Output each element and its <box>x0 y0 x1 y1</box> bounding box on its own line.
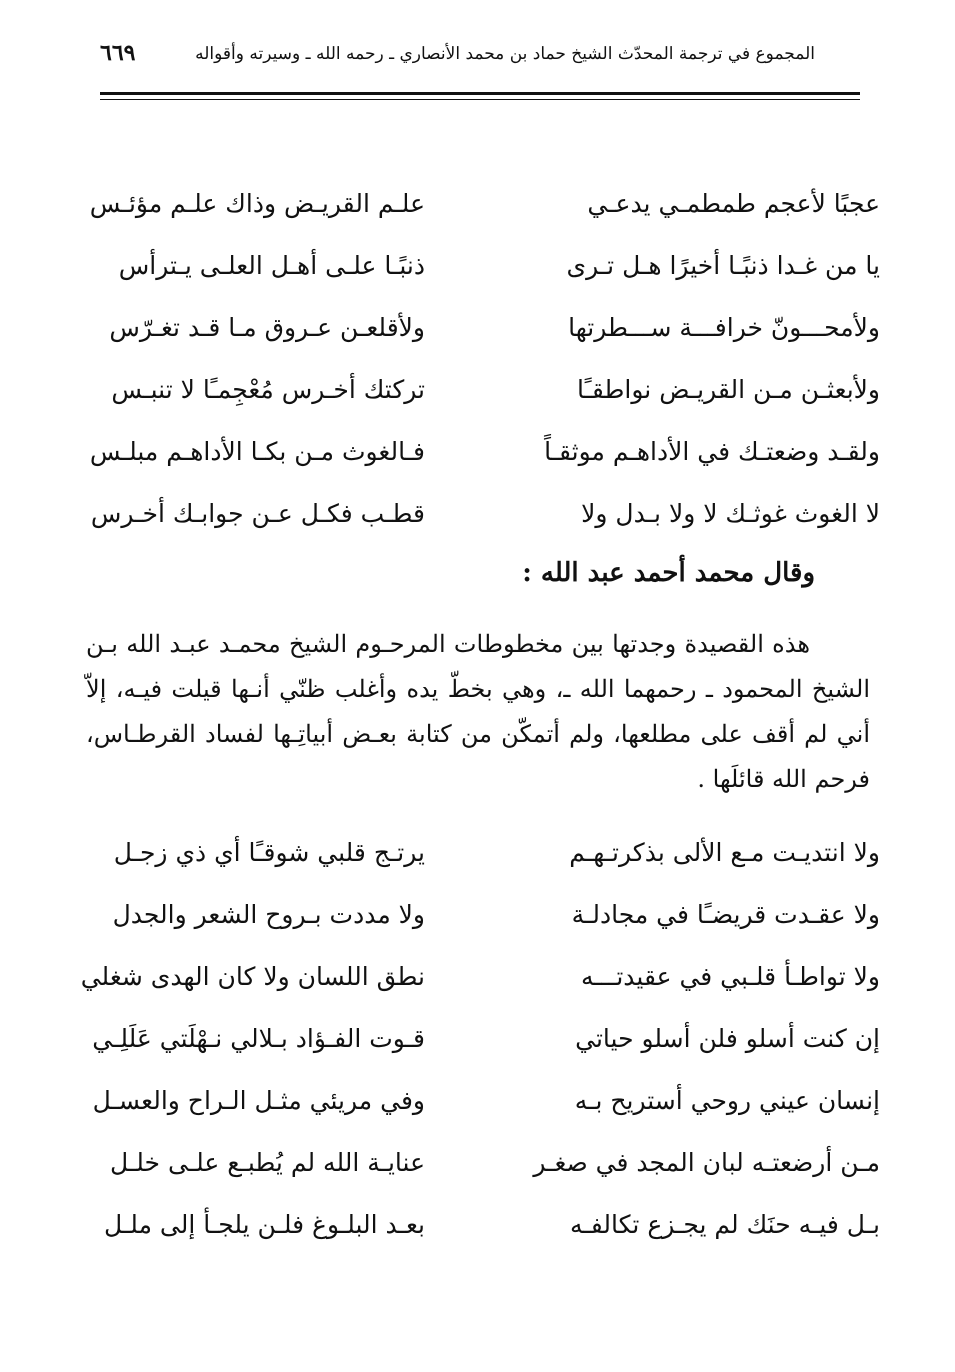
verse-first-hemistich: ولأبعثـن مـن القريـض نواطقـًا <box>576 375 880 404</box>
verse-second-hemistich: علـم القريـض وذاك علـم مؤئـس <box>89 189 425 218</box>
verse-second-hemistich: عنايـة الله لم يُطبـع علـى خلـل <box>110 1148 425 1177</box>
verse-first-hemistich: إنسان عيني روحي أستريح بـه <box>574 1086 880 1115</box>
prose-line: الشيخ المحمود ـ رحمهما الله ـ، وهي بخطّ يده وأغلب ظنّي أنـها قيلت فيـه، إلاّ <box>86 675 870 703</box>
verse-second-hemistich: ذنبًـا علـى أهـل العلـى يـترأس <box>118 251 425 280</box>
verse-row <box>80 307 880 369</box>
poem-second <box>80 832 880 1266</box>
prose-line: هذه القصيدة وجدتها بين مخطوطات المرحـوم الشيخ محمـد عبـد الله بـن <box>86 630 810 658</box>
verse-second-hemistich: قـوت الفـؤاد بـلالي نـهْلَتي عَلَلِـي <box>92 1024 425 1053</box>
verse-row <box>80 493 880 555</box>
verse-first-hemistich: مـن أرضعتـه لبان المجد في صغـر <box>533 1148 880 1177</box>
running-header-title: المجموع في ترجمة المحدّث الشيخ حماد بن محمد الأنصاري ـ رحمه الله ـ وسيرته وأقواله <box>195 44 815 64</box>
verse-row <box>80 1080 880 1142</box>
verse-second-hemistich: يرتـج قلبي شوقـًا أي ذي زجـل <box>113 838 425 867</box>
verse-row <box>80 832 880 894</box>
verse-first-hemistich: بـل فيـه حنَك لم يجـزع تكالفـه <box>570 1210 880 1239</box>
verse-row <box>80 183 880 245</box>
verse-row <box>80 956 880 1018</box>
verse-first-hemistich: يا من غـدا ذنبًـا أخيرًا هـل تـرى <box>566 251 880 280</box>
attribution-heading: وقال محمد أحمد عبد الله : <box>522 558 815 588</box>
verse-first-hemistich: ولأمحـــونّ خرافـــة ســـطرتها <box>568 313 880 342</box>
verse-first-hemistich: ولقـد وضعتـك في الأداهـم موثقـاً <box>544 437 880 466</box>
verse-first-hemistich: لا الغوث غوثـك لا ولا بـدل ولا <box>581 499 880 528</box>
verse-first-hemistich: عجبًا لأعجم طمطمـي يدعـي <box>587 189 880 218</box>
verse-row <box>80 894 880 956</box>
verse-second-hemistich: نطق اللسان ولا كان الهدى شغلي <box>80 962 425 991</box>
verse-second-hemistich: ولأقلعـن عـروق مـا قـد تغـرّس <box>109 313 425 342</box>
running-header <box>100 38 815 78</box>
prose-line: فرحم الله قائلَها . <box>697 765 870 793</box>
poem-first <box>80 183 880 555</box>
verse-second-hemistich: ولا مددت بـروح الشعر والجدل <box>112 900 425 929</box>
verse-first-hemistich: ولا عقـدت قريضـًا في مجادلـة <box>571 900 880 929</box>
verse-row <box>80 1204 880 1266</box>
verse-second-hemistich: وفي مريئي مثـل الـراح والعسـل <box>92 1086 425 1115</box>
header-rule-thin <box>100 99 860 100</box>
verse-second-hemistich: بعـد البلـوغ فلـن يلجـأ إلى ملـل <box>104 1210 425 1239</box>
verse-row <box>80 245 880 307</box>
verse-row <box>80 1142 880 1204</box>
verse-second-hemistich: قطـب فكـل عـن جوابـك أخـرس <box>90 499 425 528</box>
header-rule-thick <box>100 92 860 95</box>
verse-second-hemistich: فـالغوث مـن بكـا الأداهـم مبلـس <box>89 437 425 466</box>
verse-first-hemistich: ولا تواطـأ قلـبي في عقيدتـــه <box>580 962 880 991</box>
prose-paragraph <box>86 622 870 802</box>
verse-row <box>80 1018 880 1080</box>
verse-first-hemistich: ولا انتديـت مـع الألى بذكرتـهـم <box>569 838 880 867</box>
page-number: ٦٦٩ <box>100 40 136 66</box>
verse-second-hemistich: تركتك أخـرس مُعْجِمـًا لا تنبـس <box>111 375 425 404</box>
verse-row <box>80 431 880 493</box>
verse-row <box>80 369 880 431</box>
prose-line: أني لم أقف على مطلعها، ولم أتمكّن من كتابة بعـض أبياتِـها لفساد القرطـاس، <box>86 720 870 748</box>
verse-first-hemistich: إن كنت أسلو فلن أسلو حياتي <box>575 1024 880 1053</box>
